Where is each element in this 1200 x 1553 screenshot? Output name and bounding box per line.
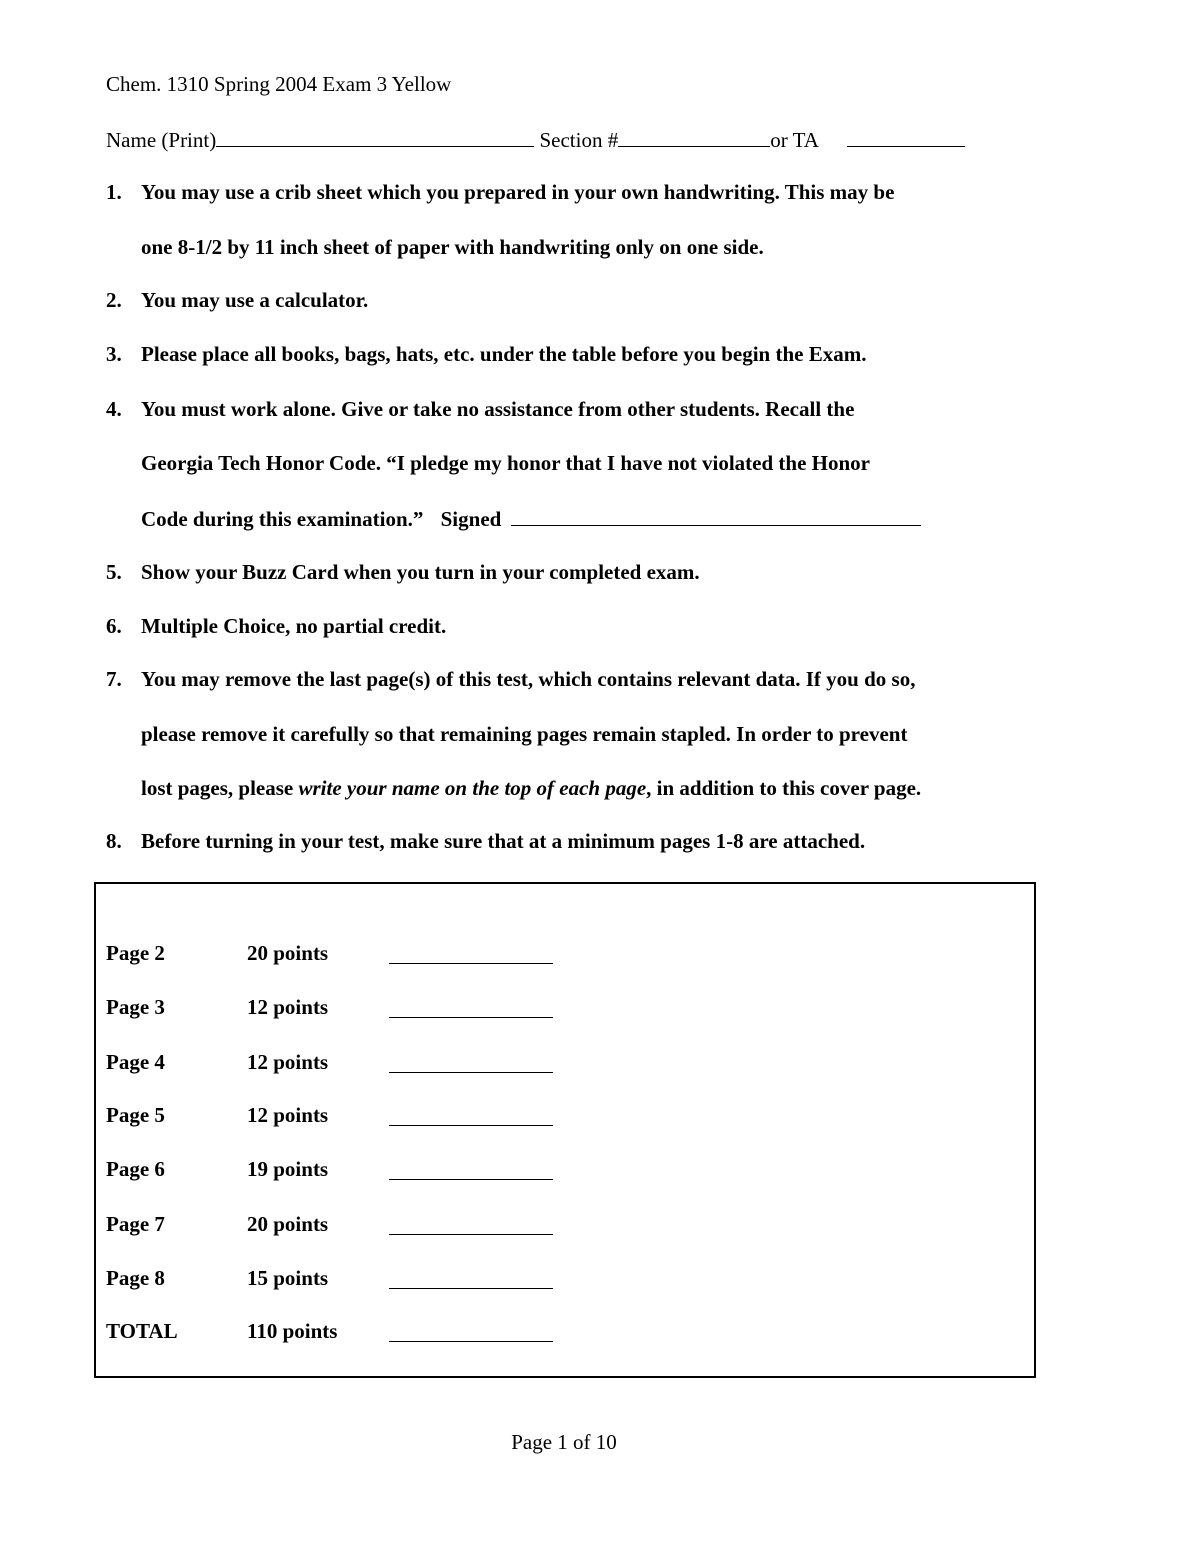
ta-field[interactable]: [847, 126, 965, 147]
instruction-text: Georgia Tech Honor Code. “I pledge my honor that I have not violated the Honor: [141, 451, 871, 475]
score-field[interactable]: [389, 1125, 553, 1126]
section-field[interactable]: [618, 126, 770, 147]
instruction-text: please remove it carefully so that remaining pages remain stapled. In order to prevent: [141, 722, 908, 746]
instruction-text: Before turning in your test, make sure that at a minimum pages 1-8 are attached.: [141, 829, 866, 853]
instruction-text: one 8-1/2 by 11 inch sheet of paper with handwriting only on one side.: [141, 235, 764, 259]
score-points: 19 points: [247, 1157, 329, 1181]
signed-label: Signed: [440, 507, 502, 531]
instruction-number: 3.: [106, 342, 122, 366]
instruction-text: You may remove the last page(s) of this test, which contains relevant data. If you do so,: [141, 667, 916, 691]
instruction-text: lost pages, please: [141, 776, 299, 800]
instruction-text: You may use a calculator.: [141, 288, 369, 312]
score-field[interactable]: [389, 1072, 553, 1073]
page-number: Page 1 of 10: [511, 1430, 617, 1454]
instruction-text: Show your Buzz Card when you turn in your completed exam.: [141, 560, 700, 584]
ta-label: or TA: [770, 128, 818, 152]
score-page-label: Page 6: [106, 1157, 165, 1181]
score-page-label: TOTAL: [106, 1319, 178, 1343]
section-label: Section #: [539, 128, 619, 152]
instruction-number: 4.: [106, 397, 122, 421]
score-field[interactable]: [389, 1234, 553, 1235]
score-field[interactable]: [389, 963, 553, 964]
instruction-text: Multiple Choice, no partial credit.: [141, 614, 447, 638]
score-page-label: Page 3: [106, 995, 165, 1019]
score-points: 20 points: [247, 1212, 329, 1236]
score-points: 12 points: [247, 995, 329, 1019]
instruction-number: 6.: [106, 614, 122, 638]
score-field[interactable]: [389, 1288, 553, 1289]
instruction-text: You may use a crib sheet which you prepared in your own handwriting. This may be: [141, 180, 895, 204]
exam-title: Chem. 1310 Spring 2004 Exam 3 Yellow: [106, 72, 452, 96]
score-points: 12 points: [247, 1050, 329, 1074]
instruction-text: , in addition to this cover page.: [646, 776, 922, 800]
student-info-line: [106, 126, 965, 153]
score-points: 20 points: [247, 941, 329, 965]
score-points: 12 points: [247, 1103, 329, 1127]
instruction-number: 2.: [106, 288, 122, 312]
emphasis-text: write your name on the top of each page: [298, 776, 647, 800]
signature-field[interactable]: [511, 505, 921, 526]
score-box: [94, 882, 1036, 1378]
instruction-text: You must work alone. Give or take no assistance from other students. Recall the: [141, 397, 855, 421]
instruction-text: Code during this examination.”: [141, 507, 424, 531]
instruction-number: 7.: [106, 667, 122, 691]
instruction-number: 1.: [106, 180, 122, 204]
score-field[interactable]: [389, 1017, 553, 1018]
score-page-label: Page 8: [106, 1266, 165, 1290]
score-page-label: Page 5: [106, 1103, 165, 1127]
score-points: 15 points: [247, 1266, 329, 1290]
instruction-number: 5.: [106, 560, 122, 584]
name-field[interactable]: [216, 126, 534, 147]
instruction-number: 8.: [106, 829, 122, 853]
score-page-label: Page 2: [106, 941, 165, 965]
score-field[interactable]: [389, 1179, 553, 1180]
score-field[interactable]: [389, 1341, 553, 1342]
score-page-label: Page 4: [106, 1050, 165, 1074]
name-label: Name (Print): [106, 128, 217, 152]
instruction-text: Please place all books, bags, hats, etc. under the table before you begin the Exam.: [141, 342, 867, 366]
score-points: 110 points: [247, 1319, 338, 1343]
score-page-label: Page 7: [106, 1212, 165, 1236]
